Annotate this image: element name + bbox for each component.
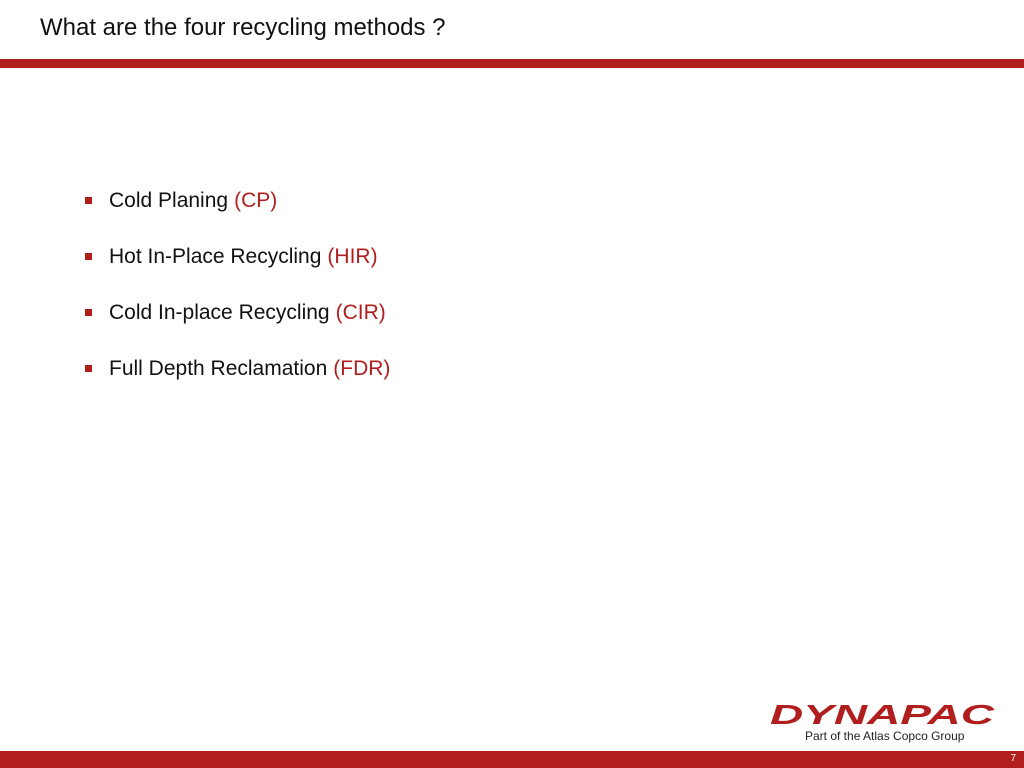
logo-tagline: Part of the Atlas Copco Group [805, 729, 965, 743]
dynapac-logo [768, 700, 1000, 746]
bullet-abbreviation: (CP) [234, 189, 278, 212]
square-bullet-icon [85, 253, 92, 260]
bullet-abbreviation: (FDR) [333, 357, 391, 380]
page-number: 7 [1010, 753, 1016, 764]
dynapac-wordmark-logo [768, 700, 998, 728]
bullet-abbreviation: (CIR) [335, 301, 386, 324]
bullet-item [85, 351, 390, 387]
title-divider [0, 59, 1024, 68]
bullet-item [85, 183, 390, 219]
bullet-label: Cold In-place Recycling [109, 301, 330, 324]
bullet-abbreviation: (HIR) [327, 245, 378, 268]
footer-bar [0, 751, 1024, 768]
square-bullet-icon [85, 197, 92, 204]
bullet-item [85, 295, 390, 331]
bullet-label: Hot In-Place Recycling [109, 245, 322, 268]
square-bullet-icon [85, 365, 92, 372]
square-bullet-icon [85, 309, 92, 316]
bullet-item [85, 239, 390, 275]
slide-title: What are the four recycling methods ? [40, 14, 446, 41]
bullet-label: Full Depth Reclamation [109, 357, 328, 380]
bullet-label: Cold Planing [109, 189, 229, 212]
bullet-list [85, 183, 390, 407]
logo-wordmark-text: DYNAPAC [770, 700, 996, 728]
